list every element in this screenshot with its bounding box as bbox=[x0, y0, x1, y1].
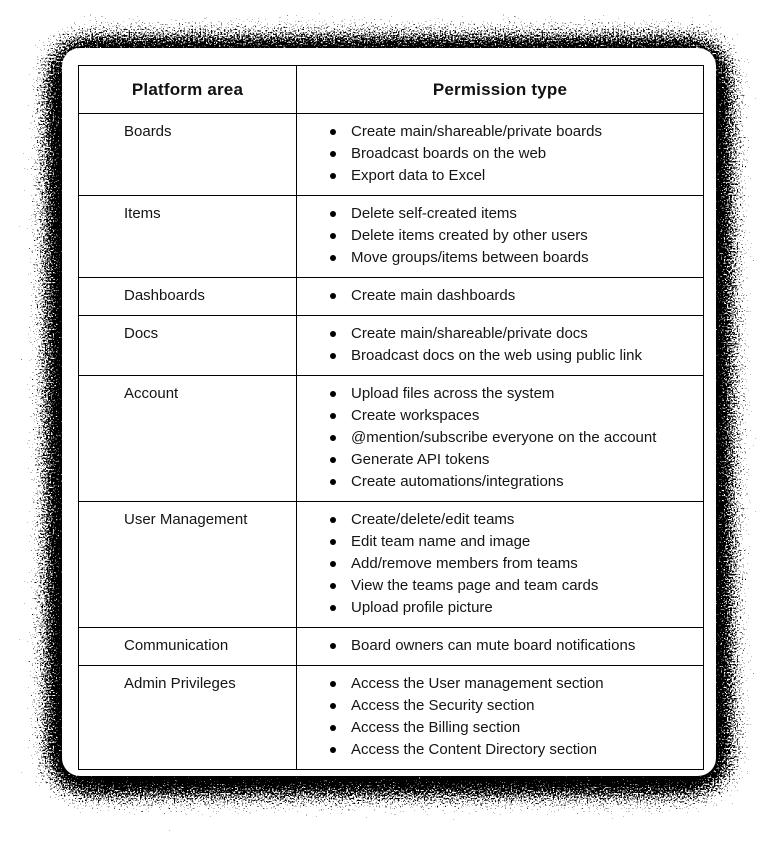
permission-list bbox=[297, 203, 703, 269]
permission-item: Add/remove members from teams bbox=[351, 553, 695, 575]
permission-item: Delete self-created items bbox=[351, 203, 695, 225]
permission-item: Access the User management section bbox=[351, 673, 695, 695]
permission-item: Move groups/items between boards bbox=[351, 247, 695, 269]
header-row bbox=[79, 66, 704, 114]
permission-item: Board owners can mute board notifications bbox=[351, 635, 695, 657]
permission-type-cell bbox=[297, 196, 704, 278]
column-header-platform-area: Platform area bbox=[79, 66, 297, 114]
permission-item: Create main/shareable/private boards bbox=[351, 121, 695, 143]
table-row bbox=[79, 628, 704, 666]
permission-list bbox=[297, 323, 703, 367]
permission-type-cell bbox=[297, 376, 704, 502]
table-row bbox=[79, 196, 704, 278]
permission-type-cell bbox=[297, 502, 704, 628]
permission-list bbox=[297, 121, 703, 187]
permission-item: Create automations/integrations bbox=[351, 471, 695, 493]
table-row bbox=[79, 502, 704, 628]
table-row bbox=[79, 666, 704, 770]
table-body bbox=[79, 114, 704, 770]
permission-list bbox=[297, 285, 703, 307]
permission-item: Broadcast docs on the web using public link bbox=[351, 345, 695, 367]
permission-list bbox=[297, 673, 703, 761]
permission-type-cell bbox=[297, 316, 704, 376]
column-header-permission-type: Permission type bbox=[297, 66, 704, 114]
permission-item: Upload profile picture bbox=[351, 597, 695, 619]
table-row bbox=[79, 114, 704, 196]
platform-area-cell: User Management bbox=[79, 502, 297, 628]
permission-item: Delete items created by other users bbox=[351, 225, 695, 247]
permission-item: Export data to Excel bbox=[351, 165, 695, 187]
permission-item: @mention/subscribe everyone on the account bbox=[351, 427, 695, 449]
permission-item: Access the Content Directory section bbox=[351, 739, 695, 761]
table-row bbox=[79, 376, 704, 502]
permission-item: Create main/shareable/private docs bbox=[351, 323, 695, 345]
permission-item: Create workspaces bbox=[351, 405, 695, 427]
table-row bbox=[79, 316, 704, 376]
permission-item: Broadcast boards on the web bbox=[351, 143, 695, 165]
permission-item: Edit team name and image bbox=[351, 531, 695, 553]
permissions-card bbox=[62, 48, 716, 776]
permission-type-cell bbox=[297, 278, 704, 316]
platform-area-cell: Items bbox=[79, 196, 297, 278]
platform-area-cell: Communication bbox=[79, 628, 297, 666]
permission-item: Create/delete/edit teams bbox=[351, 509, 695, 531]
permissions-table bbox=[78, 65, 704, 770]
platform-area-cell: Boards bbox=[79, 114, 297, 196]
permission-type-cell bbox=[297, 114, 704, 196]
platform-area-cell: Account bbox=[79, 376, 297, 502]
platform-area-cell: Admin Privileges bbox=[79, 666, 297, 770]
permission-list bbox=[297, 383, 703, 493]
table-row bbox=[79, 278, 704, 316]
permission-item: Create main dashboards bbox=[351, 285, 695, 307]
permission-type-cell bbox=[297, 666, 704, 770]
permission-list bbox=[297, 635, 703, 657]
permission-item: Generate API tokens bbox=[351, 449, 695, 471]
platform-area-cell: Dashboards bbox=[79, 278, 297, 316]
permission-list bbox=[297, 509, 703, 619]
permission-type-cell bbox=[297, 628, 704, 666]
platform-area-cell: Docs bbox=[79, 316, 297, 376]
permission-item: Access the Billing section bbox=[351, 717, 695, 739]
permission-item: View the teams page and team cards bbox=[351, 575, 695, 597]
permission-item: Access the Security section bbox=[351, 695, 695, 717]
permission-item: Upload files across the system bbox=[351, 383, 695, 405]
